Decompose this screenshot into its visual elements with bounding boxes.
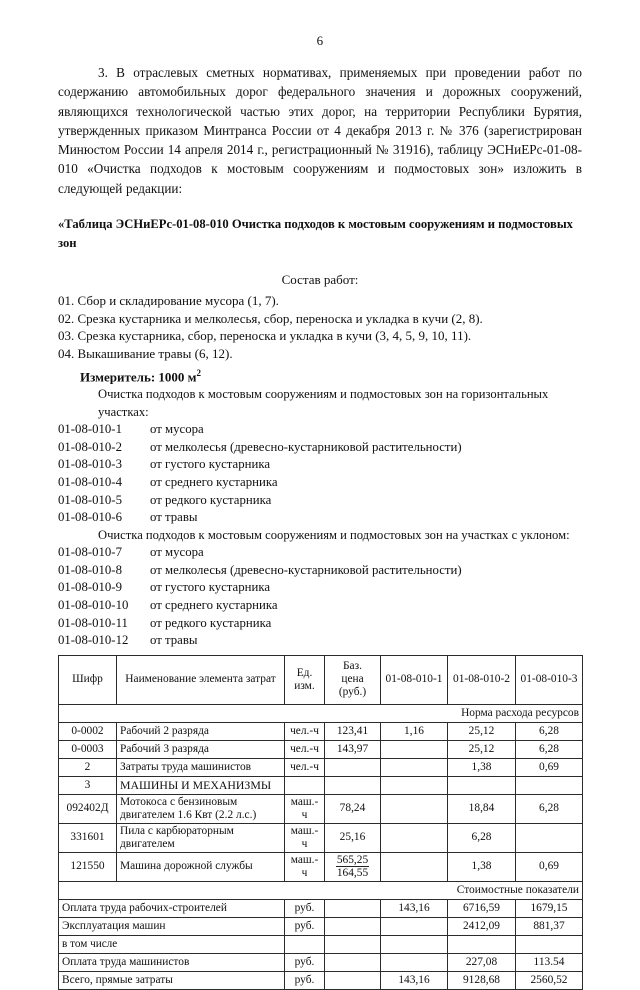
works-item: 04. Выкашивание травы (6, 12). [58, 345, 233, 361]
table-row-cost [59, 953, 583, 971]
row-value-3: 2560,52 [516, 971, 583, 989]
code-desc: от густого кустарника [150, 580, 271, 595]
row-value-2: 25,12 [448, 722, 516, 740]
measurement-unit-label: Измеритель: 1000 м [80, 369, 197, 385]
row-value-3: 113.54 [516, 953, 583, 971]
row-value-1 [381, 917, 448, 935]
table-row-cost [59, 917, 583, 935]
row-value-1 [381, 776, 448, 794]
row-unit [285, 776, 325, 794]
header-price-line2: цена [341, 673, 364, 686]
header-unit [285, 655, 325, 704]
code-row [58, 562, 582, 580]
code-desc: от редкого кустарника [150, 615, 272, 630]
row-price [325, 953, 381, 971]
table-row-machine [59, 794, 583, 823]
header-price [325, 655, 381, 704]
row-unit: чел.-ч [285, 740, 325, 758]
row-code: 092402Д [59, 794, 117, 823]
band-resource-norms-label: Норма расхода ресурсов [59, 704, 583, 722]
works-item: 01. Сбор и складирование мусора (1, 7). [58, 293, 279, 309]
row-code: 0-0002 [59, 722, 117, 740]
code-value: 01-08-010-11 [58, 615, 128, 630]
row-value-1 [381, 740, 448, 758]
row-value-1 [381, 935, 448, 953]
row-price [325, 917, 381, 935]
row-name-line2: двигателем 1.6 Квт (2.2 л.с.) [120, 808, 257, 821]
group-1-code-list [58, 421, 582, 527]
row-name-line1: Мотокоса с бензиновым [120, 796, 238, 809]
row-price: 123,41 [325, 722, 381, 740]
code-desc: от среднего кустарника [150, 474, 278, 489]
row-name: Эксплуатация машин [59, 917, 285, 935]
row-name [117, 823, 285, 852]
code-desc: от мелколесья (древесно-кустарниковой растительности) [150, 562, 462, 577]
row-unit: руб. [285, 899, 325, 917]
row-value-2: 227,08 [448, 953, 516, 971]
band-resource-norms [59, 704, 583, 722]
document-content [58, 63, 582, 990]
code-desc: от густого кустарника [150, 457, 271, 472]
row-name: Затраты труда машинистов [117, 758, 285, 776]
header-price-line3: (руб.) [338, 686, 367, 699]
row-value-3: 881,37 [516, 917, 583, 935]
header-col-1: 01-08-010-1 [381, 655, 448, 704]
code-row [58, 615, 582, 633]
price-numerator: 565,25 [336, 853, 369, 866]
code-desc: от мусора [150, 545, 204, 560]
row-value-2: 1,38 [448, 758, 516, 776]
row-name [117, 794, 285, 823]
header-unit-line2: изм. [294, 679, 315, 692]
code-value: 01-08-010-7 [58, 545, 122, 560]
row-value-3: 0,69 [516, 758, 583, 776]
code-row [58, 456, 582, 474]
code-desc: от мусора [150, 422, 204, 437]
row-name-line2: двигателем [120, 837, 175, 850]
row-value-2: 18,84 [448, 794, 516, 823]
code-row [58, 544, 582, 562]
row-unit: чел.-ч [285, 722, 325, 740]
price-fraction [336, 854, 369, 879]
row-value-3: 0,69 [516, 852, 583, 881]
row-value-2: 6716,59 [448, 899, 516, 917]
header-unit-line1: Ед. [296, 666, 313, 679]
row-price: 25,16 [325, 823, 381, 852]
table-header-row [59, 655, 583, 704]
table-row-machine [59, 823, 583, 852]
row-code: 331601 [59, 823, 117, 852]
row-value-1: 143,16 [381, 971, 448, 989]
table-row-cost-total [59, 971, 583, 989]
row-unit [285, 935, 325, 953]
table-title-line1: «Таблица ЭСНиЕРс-01-08-010 Очистка подходов к мостовым сооружениям и подмостовых [58, 217, 573, 232]
table-row-cost [59, 899, 583, 917]
group-1-caption-line2: участках: [98, 404, 149, 419]
code-row [58, 509, 582, 527]
code-desc: от среднего кустарника [150, 597, 278, 612]
table-row [59, 740, 583, 758]
row-name: Рабочий 2 разряда [117, 722, 285, 740]
code-value: 01-08-010-2 [58, 439, 122, 454]
row-name: Рабочий 3 разряда [117, 740, 285, 758]
measurement-unit [80, 365, 582, 386]
code-row [58, 421, 582, 439]
row-value-1: 1,16 [381, 722, 448, 740]
row-code: 121550 [59, 852, 117, 881]
row-value-3: 6,28 [516, 794, 583, 823]
table-title [58, 215, 582, 252]
code-value: 01-08-010-12 [58, 633, 129, 648]
page-number: 6 [316, 33, 324, 48]
table-row-machine [59, 852, 583, 881]
code-desc: от травы [150, 510, 198, 525]
row-price [325, 935, 381, 953]
code-row [58, 492, 582, 510]
table-row [59, 758, 583, 776]
row-value-2: 9128,68 [448, 971, 516, 989]
row-name: Машина дорожной службы [117, 852, 285, 881]
table-title-line2: зон [58, 235, 77, 250]
header-price-line1: Баз. [343, 660, 362, 673]
group-1-caption-line1: Очистка подходов к мостовым сооружениям и подмостовых зон на горизонтальных [98, 387, 549, 402]
row-code: 3 [59, 776, 117, 794]
row-value-1: 143,16 [381, 899, 448, 917]
row-code: 2 [59, 758, 117, 776]
row-value-2: 6,28 [448, 823, 516, 852]
code-value: 01-08-010-8 [58, 562, 122, 577]
row-name-line1: Пила с карбюраторным [120, 825, 234, 838]
row-value-2: 1,38 [448, 852, 516, 881]
measurement-unit-superscript: 2 [196, 368, 202, 379]
table-row-section-machines [59, 776, 583, 794]
row-price [325, 971, 381, 989]
row-value-3 [516, 776, 583, 794]
intro-paragraph: 3. В отраслевых сметных нормативах, применяемых при проведении работ по содержанию автомобильных дорог федерального значения и дорожных сооружений, являющихся технологической частью этих дорог, на территории Республики Бурятия, утвержденных приказом Минтранса России от 4 декабря 2013 г. № 376 (зарегистрирован Минюстом России 14 апреля 2014 г., регистрационный № 31916), таблицу ЭСНиЕРс-01-08-010 «Очистка подходов к мостовым сооружениям и подмостовых зон» изложить в следующей редакции: [58, 65, 582, 196]
code-value: 01-08-010-4 [58, 474, 122, 489]
code-row [58, 597, 582, 615]
row-name: Всего, прямые затраты [59, 971, 285, 989]
band-cost-indicators-label: Стоимостные показатели [59, 881, 583, 899]
row-unit: чел.-ч [285, 758, 325, 776]
row-price: 78,24 [325, 794, 381, 823]
row-price [325, 776, 381, 794]
table-row-cost [59, 935, 583, 953]
code-desc: от мелколесья (древесно-кустарниковой растительности) [150, 439, 462, 454]
row-price-fraction [325, 852, 381, 881]
works-heading: Состав работ: [281, 272, 359, 288]
header-name: Наименование элемента затрат [117, 655, 285, 704]
row-value-2 [448, 935, 516, 953]
row-value-2: 2412,09 [448, 917, 516, 935]
row-unit: маш.-ч [285, 794, 325, 823]
cost-norms-table [58, 655, 583, 990]
code-desc: от редкого кустарника [150, 492, 272, 507]
row-value-1 [381, 794, 448, 823]
row-unit: руб. [285, 917, 325, 935]
row-value-1 [381, 758, 448, 776]
price-denominator: 164,55 [336, 866, 369, 879]
row-price [325, 899, 381, 917]
row-code: 0-0003 [59, 740, 117, 758]
row-name: МАШИНЫ И МЕХАНИЗМЫ [117, 776, 285, 794]
row-value-1 [381, 953, 448, 971]
header-code: Шифр [59, 655, 117, 704]
row-value-1 [381, 852, 448, 881]
row-unit: руб. [285, 971, 325, 989]
row-value-2: 25,12 [448, 740, 516, 758]
band-cost-indicators [59, 881, 583, 899]
row-value-3 [516, 935, 583, 953]
row-value-3 [516, 823, 583, 852]
row-value-3: 6,28 [516, 740, 583, 758]
table-row [59, 722, 583, 740]
code-value: 01-08-010-10 [58, 597, 129, 612]
code-row [58, 579, 582, 597]
row-price: 143,97 [325, 740, 381, 758]
row-value-3: 6,28 [516, 722, 583, 740]
header-col-2: 01-08-010-2 [448, 655, 516, 704]
row-value-1 [381, 823, 448, 852]
code-value: 01-08-010-1 [58, 422, 122, 437]
row-name: Оплата труда машинистов [59, 953, 285, 971]
group-2-caption-line1: Очистка подходов к мостовым сооружениям и подмостовых зон на участках с уклоном: [98, 527, 570, 542]
works-item: 03. Срезка кустарника, сбор, переноска и укладка в кучи (3, 4, 5, 9, 10, 11). [58, 328, 472, 344]
code-row [58, 632, 582, 650]
works-list [58, 292, 582, 362]
row-price [325, 758, 381, 776]
row-value-3: 1679,15 [516, 899, 583, 917]
group-2-code-list [58, 544, 582, 650]
row-name: в том числе [59, 935, 285, 953]
row-unit: руб. [285, 953, 325, 971]
header-col-3: 01-08-010-3 [516, 655, 583, 704]
row-unit: маш.-ч [285, 852, 325, 881]
row-unit: маш.-ч [285, 823, 325, 852]
code-desc: от травы [150, 633, 198, 648]
code-value: 01-08-010-5 [58, 492, 122, 507]
code-value: 01-08-010-3 [58, 457, 122, 472]
row-name: Оплата труда рабочих-строителей [59, 899, 285, 917]
code-row [58, 439, 582, 457]
code-value: 01-08-010-6 [58, 510, 122, 525]
code-row [58, 474, 582, 492]
works-item: 02. Срезка кустарника и мелколесья, сбор, переноска и укладка в кучи (2, 8). [58, 310, 483, 326]
code-value: 01-08-010-9 [58, 580, 122, 595]
row-value-2 [448, 776, 516, 794]
